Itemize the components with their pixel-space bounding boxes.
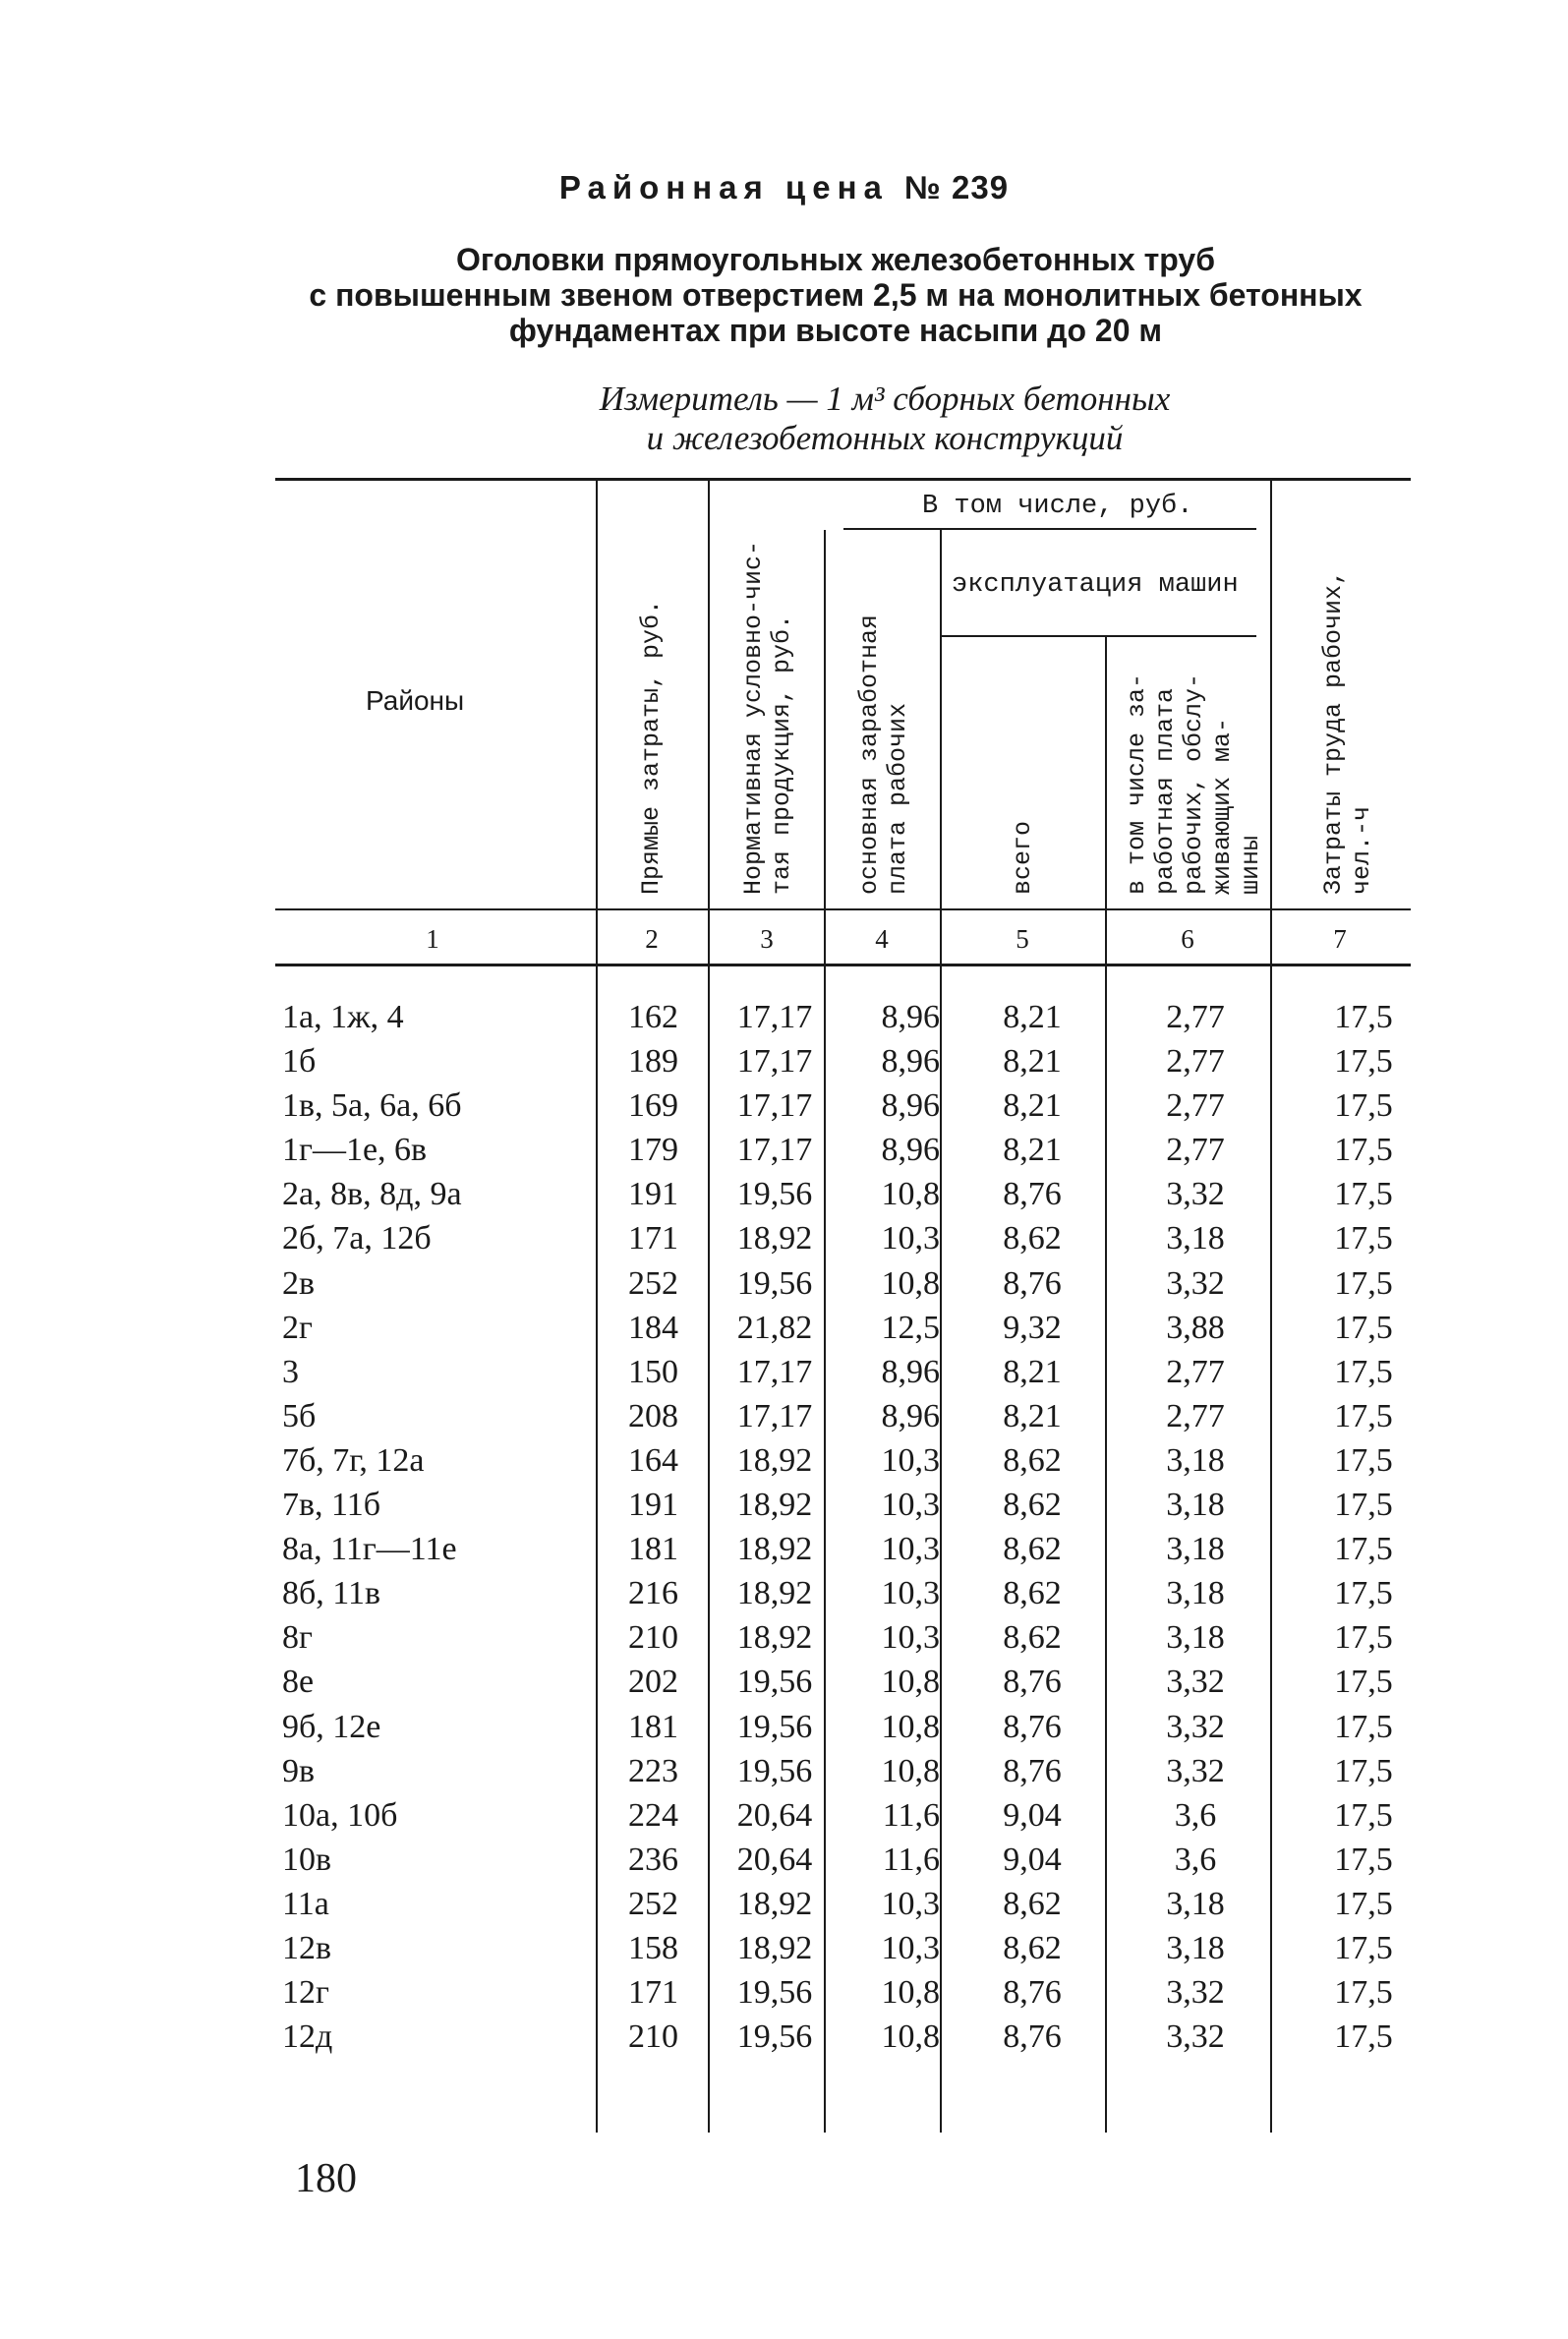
cell-machines-wages: 3,18 bbox=[1166, 1929, 1225, 1966]
cell-region: 1в, 5а, 6а, 6б bbox=[282, 1087, 462, 1125]
cell-direct-costs: 252 bbox=[628, 1264, 678, 1302]
table-row bbox=[0, 1838, 1568, 1882]
cell-region: 2а, 8в, 8д, 9а bbox=[282, 1176, 462, 1213]
cell-labor: 17,5 bbox=[1334, 1531, 1393, 1568]
cell-labor: 17,5 bbox=[1334, 1220, 1393, 1257]
table-row bbox=[0, 1615, 1568, 1660]
cell-wages: 11,6 bbox=[882, 1796, 940, 1834]
cell-labor: 17,5 bbox=[1334, 1309, 1393, 1346]
cell-machines-total: 8,62 bbox=[1003, 1531, 1062, 1568]
cell-machines-wages: 3,32 bbox=[1166, 1664, 1225, 1701]
cell-wages: 10,3 bbox=[881, 1885, 940, 1922]
table-row bbox=[0, 1216, 1568, 1260]
cell-machines-wages: 3,32 bbox=[1166, 1974, 1225, 2012]
cell-labor: 17,5 bbox=[1334, 1176, 1393, 1213]
cell-machines-total: 8,62 bbox=[1003, 1487, 1062, 1524]
cell-machines-wages: 3,18 bbox=[1166, 1619, 1225, 1657]
cell-machines-wages: 3,6 bbox=[1174, 1841, 1217, 1878]
header-labor-line: чел.-ч bbox=[1348, 805, 1376, 895]
cell-wages: 10,8 bbox=[881, 1708, 940, 1745]
cell-direct-costs: 202 bbox=[628, 1664, 678, 1701]
cell-direct-costs: 150 bbox=[628, 1353, 678, 1390]
cell-normative: 18,92 bbox=[736, 1929, 813, 1966]
cell-normative: 18,92 bbox=[736, 1487, 813, 1524]
header-machines-total bbox=[1009, 821, 1037, 895]
measure-line: Измеритель — 1 м³ сборных бетонных bbox=[599, 380, 1171, 418]
measure-line: и железобетонных конструкций bbox=[646, 419, 1124, 457]
cell-machines-wages: 2,77 bbox=[1166, 1397, 1225, 1434]
table-row bbox=[0, 1306, 1568, 1350]
cell-normative: 17,17 bbox=[736, 1353, 813, 1390]
cell-machines-wages: 2,77 bbox=[1166, 1087, 1225, 1125]
cell-machines-wages: 3,88 bbox=[1166, 1309, 1225, 1346]
cell-wages: 10,8 bbox=[881, 2018, 940, 2056]
cell-direct-costs: 164 bbox=[628, 1441, 678, 1479]
column-number: 7 bbox=[1333, 924, 1347, 954]
title-line: Оголовки прямоугольных железобетонных труб bbox=[456, 242, 1215, 277]
group-rule bbox=[843, 528, 1256, 530]
heading-label: Районная цена bbox=[558, 169, 889, 205]
cell-machines-total: 8,21 bbox=[1003, 1087, 1062, 1125]
cell-wages: 10,8 bbox=[881, 1974, 940, 2012]
header-wages-line: основная заработная bbox=[855, 614, 884, 895]
cell-direct-costs: 169 bbox=[628, 1087, 678, 1125]
cell-machines-wages: 3,18 bbox=[1166, 1487, 1225, 1524]
cell-direct-costs: 216 bbox=[628, 1575, 678, 1612]
cell-labor: 17,5 bbox=[1334, 1043, 1393, 1081]
header-direct-costs-text: Прямые затраты, руб. bbox=[637, 599, 666, 895]
cell-normative: 19,56 bbox=[736, 1708, 813, 1745]
cell-region: 11а bbox=[282, 1885, 329, 1922]
column-number: 1 bbox=[426, 924, 439, 954]
cell-region: 1б bbox=[282, 1043, 317, 1081]
cell-direct-costs: 252 bbox=[628, 1885, 678, 1922]
cell-machines-total: 8,21 bbox=[1003, 1353, 1062, 1390]
cell-normative: 17,17 bbox=[736, 1132, 813, 1169]
cell-machines-wages: 3,32 bbox=[1166, 1176, 1225, 1213]
cell-wages: 8,96 bbox=[881, 1397, 940, 1434]
cell-region: 10в bbox=[282, 1841, 332, 1878]
cell-region: 12г bbox=[282, 1974, 329, 2012]
cell-region: 8е bbox=[282, 1664, 315, 1701]
cell-normative: 21,82 bbox=[736, 1309, 813, 1346]
table-top-rule bbox=[275, 478, 1411, 481]
header-labor bbox=[1319, 570, 1376, 895]
cell-wages: 10,3 bbox=[881, 1487, 940, 1524]
table-row bbox=[0, 1039, 1568, 1083]
cell-labor: 17,5 bbox=[1334, 1708, 1393, 1745]
cell-machines-total: 8,62 bbox=[1003, 1929, 1062, 1966]
cell-labor: 17,5 bbox=[1334, 2018, 1393, 2056]
table-row bbox=[0, 1394, 1568, 1438]
cell-machines-wages: 3,18 bbox=[1166, 1441, 1225, 1479]
cell-machines-total: 8,76 bbox=[1003, 1974, 1062, 2012]
cell-labor: 17,5 bbox=[1334, 1752, 1393, 1789]
cell-region: 10а, 10б bbox=[282, 1796, 398, 1834]
cell-machines-wages: 3,32 bbox=[1166, 2018, 1225, 2056]
header-machines-total-text: всего bbox=[1009, 820, 1037, 895]
cell-labor: 17,5 bbox=[1334, 1132, 1393, 1169]
cell-machines-wages: 2,77 bbox=[1166, 999, 1225, 1035]
cell-wages: 8,96 bbox=[881, 999, 940, 1035]
machines-rule bbox=[942, 635, 1256, 637]
cell-machines-wages: 2,77 bbox=[1166, 1353, 1225, 1390]
cell-machines-total: 8,62 bbox=[1003, 1885, 1062, 1922]
table-row bbox=[0, 1749, 1568, 1793]
cell-direct-costs: 223 bbox=[628, 1752, 678, 1789]
cell-region: 12в bbox=[282, 1929, 332, 1966]
table-row bbox=[0, 1660, 1568, 1704]
cell-direct-costs: 171 bbox=[628, 1220, 678, 1257]
cell-wages: 10,3 bbox=[881, 1220, 940, 1257]
cell-wages: 10,8 bbox=[881, 1264, 940, 1302]
cell-labor: 17,5 bbox=[1334, 999, 1393, 1035]
cell-wages: 10,3 bbox=[881, 1531, 940, 1568]
page-number: 180 bbox=[295, 2156, 357, 2201]
header-labor-line: Затраты труда рабочих, bbox=[1319, 569, 1348, 895]
cell-machines-total: 8,76 bbox=[1003, 2018, 1062, 2056]
cell-direct-costs: 210 bbox=[628, 1619, 678, 1657]
header-regions: Районы bbox=[366, 685, 465, 716]
cell-machines-wages: 3,18 bbox=[1166, 1575, 1225, 1612]
cell-direct-costs: 189 bbox=[628, 1043, 678, 1081]
cell-machines-wages: 3,18 bbox=[1166, 1220, 1225, 1257]
cell-region: 2г bbox=[282, 1309, 313, 1346]
column-number: 4 bbox=[875, 924, 889, 954]
cell-labor: 17,5 bbox=[1334, 1264, 1393, 1302]
cell-wages: 8,96 bbox=[881, 1043, 940, 1081]
cell-normative: 19,56 bbox=[736, 1176, 813, 1213]
cell-labor: 17,5 bbox=[1334, 1929, 1393, 1966]
cell-labor: 17,5 bbox=[1334, 1397, 1393, 1434]
cell-machines-total: 8,62 bbox=[1003, 1220, 1062, 1257]
cell-direct-costs: 179 bbox=[628, 1132, 678, 1169]
cell-normative: 17,17 bbox=[736, 1043, 813, 1081]
price-heading bbox=[0, 169, 1568, 206]
cell-machines-wages: 3,32 bbox=[1166, 1708, 1225, 1745]
cell-machines-total: 8,76 bbox=[1003, 1708, 1062, 1745]
header-machines-wages-line: в том числе за- bbox=[1123, 672, 1151, 895]
cell-normative: 20,64 bbox=[736, 1796, 813, 1834]
cell-region: 7б, 7г, 12а bbox=[282, 1441, 425, 1479]
cell-region: 3 bbox=[282, 1353, 299, 1390]
cell-machines-total: 9,32 bbox=[1003, 1309, 1062, 1346]
cell-normative: 19,56 bbox=[736, 1264, 813, 1302]
cell-labor: 17,5 bbox=[1334, 1885, 1393, 1922]
cell-normative: 20,64 bbox=[736, 1841, 813, 1878]
cell-direct-costs: 191 bbox=[628, 1176, 678, 1213]
cell-region: 1г—1е, 6в bbox=[282, 1132, 428, 1169]
cell-machines-wages: 3,6 bbox=[1174, 1796, 1217, 1834]
cell-machines-wages: 2,77 bbox=[1166, 1043, 1225, 1081]
cell-machines-wages: 3,18 bbox=[1166, 1885, 1225, 1922]
cell-region: 2б, 7а, 12б bbox=[282, 1220, 432, 1257]
cell-wages: 8,96 bbox=[881, 1353, 940, 1390]
cell-machines-total: 8,21 bbox=[1003, 1397, 1062, 1434]
cell-wages: 10,8 bbox=[881, 1176, 940, 1213]
cell-region: 2в bbox=[282, 1264, 316, 1302]
cell-direct-costs: 224 bbox=[628, 1796, 678, 1834]
header-machines-wages-line: рабочих, обслу- bbox=[1180, 672, 1208, 895]
cell-machines-total: 8,21 bbox=[1003, 1132, 1062, 1169]
header-wages bbox=[855, 614, 912, 895]
cell-normative: 18,92 bbox=[736, 1220, 813, 1257]
column-number: 5 bbox=[1016, 924, 1029, 954]
cell-direct-costs: 162 bbox=[628, 999, 678, 1035]
cell-normative: 19,56 bbox=[736, 2018, 813, 2056]
cell-machines-wages: 3,32 bbox=[1166, 1264, 1225, 1302]
cell-machines-total: 8,21 bbox=[1003, 1043, 1062, 1081]
cell-direct-costs: 181 bbox=[628, 1708, 678, 1745]
header-group-label: В том числе, руб. bbox=[922, 492, 1193, 521]
cell-direct-costs: 181 bbox=[628, 1531, 678, 1568]
cell-labor: 17,5 bbox=[1334, 1441, 1393, 1479]
cell-direct-costs: 158 bbox=[628, 1929, 678, 1966]
table-row bbox=[0, 1527, 1568, 1571]
cell-machines-wages: 3,18 bbox=[1166, 1531, 1225, 1568]
table-row bbox=[0, 1483, 1568, 1527]
cell-normative: 18,92 bbox=[736, 1619, 813, 1657]
header-machines-wages bbox=[1123, 673, 1265, 895]
cell-labor: 17,5 bbox=[1334, 1575, 1393, 1612]
cell-labor: 17,5 bbox=[1334, 1664, 1393, 1701]
cell-machines-wages: 2,77 bbox=[1166, 1132, 1225, 1169]
table-row bbox=[0, 1926, 1568, 1970]
cell-machines-total: 8,76 bbox=[1003, 1264, 1062, 1302]
column-number: 3 bbox=[760, 924, 774, 954]
header-normative bbox=[739, 541, 796, 895]
cell-normative: 18,92 bbox=[736, 1441, 813, 1479]
cell-machines-total: 8,76 bbox=[1003, 1664, 1062, 1701]
heading-number: № 239 bbox=[904, 169, 1010, 205]
cell-labor: 17,5 bbox=[1334, 1353, 1393, 1390]
cell-region: 8г bbox=[282, 1619, 313, 1657]
cell-normative: 18,92 bbox=[736, 1885, 813, 1922]
header-direct-costs bbox=[637, 600, 666, 895]
table-row bbox=[0, 2015, 1568, 2059]
cell-normative: 18,92 bbox=[736, 1531, 813, 1568]
cell-direct-costs: 208 bbox=[628, 1397, 678, 1434]
table-row bbox=[0, 1261, 1568, 1306]
table-row bbox=[0, 1350, 1568, 1394]
table-row bbox=[0, 1172, 1568, 1216]
title-line: с повышенным звеном отверстием 2,5 м на монолитных бетонных bbox=[309, 277, 1363, 313]
column-number: 6 bbox=[1181, 924, 1194, 954]
cell-machines-total: 8,62 bbox=[1003, 1575, 1062, 1612]
cell-wages: 10,8 bbox=[881, 1752, 940, 1789]
table-row bbox=[0, 1793, 1568, 1838]
cell-labor: 17,5 bbox=[1334, 1796, 1393, 1834]
header-wages-line: плата рабочих bbox=[884, 702, 912, 895]
table-row bbox=[0, 1438, 1568, 1483]
table-row bbox=[0, 995, 1568, 1039]
cell-region: 8а, 11г—11е bbox=[282, 1531, 457, 1568]
cell-wages: 11,6 bbox=[882, 1841, 940, 1878]
cell-wages: 10,3 bbox=[881, 1619, 940, 1657]
table-row bbox=[0, 1970, 1568, 2015]
header-bottom-rule bbox=[275, 908, 1411, 910]
cell-machines-wages: 3,32 bbox=[1166, 1752, 1225, 1789]
cell-direct-costs: 210 bbox=[628, 2018, 678, 2056]
cell-region: 9в bbox=[282, 1752, 316, 1789]
colnum-bottom-rule bbox=[275, 964, 1411, 966]
cell-machines-total: 8,21 bbox=[1003, 999, 1062, 1035]
table-body bbox=[0, 995, 1568, 2059]
cell-wages: 10,8 bbox=[881, 1664, 940, 1701]
cell-machines-total: 8,76 bbox=[1003, 1176, 1062, 1213]
cell-labor: 17,5 bbox=[1334, 1087, 1393, 1125]
cell-wages: 12,5 bbox=[881, 1309, 940, 1346]
cell-direct-costs: 236 bbox=[628, 1841, 678, 1878]
header-machines-wages-line: шины bbox=[1237, 835, 1265, 895]
cell-wages: 8,96 bbox=[881, 1132, 940, 1169]
table-row bbox=[0, 1083, 1568, 1128]
cell-region: 7в, 11б bbox=[282, 1487, 381, 1524]
cell-region: 8б, 11в bbox=[282, 1575, 381, 1612]
measure-unit bbox=[393, 380, 1376, 458]
cell-labor: 17,5 bbox=[1334, 1487, 1393, 1524]
cell-normative: 17,17 bbox=[736, 999, 813, 1035]
cell-wages: 10,3 bbox=[881, 1929, 940, 1966]
header-machines-wages-line: живающих ма- bbox=[1208, 717, 1237, 895]
cell-direct-costs: 184 bbox=[628, 1309, 678, 1346]
document-title bbox=[246, 242, 1425, 348]
cell-region: 1а, 1ж, 4 bbox=[282, 999, 404, 1035]
cell-direct-costs: 171 bbox=[628, 1974, 678, 2012]
cell-machines-total: 8,62 bbox=[1003, 1441, 1062, 1479]
cell-region: 9б, 12е bbox=[282, 1708, 381, 1745]
cell-machines-total: 9,04 bbox=[1003, 1796, 1062, 1834]
cell-normative: 17,17 bbox=[736, 1087, 813, 1125]
cell-normative: 19,56 bbox=[736, 1664, 813, 1701]
cell-labor: 17,5 bbox=[1334, 1619, 1393, 1657]
table-row bbox=[0, 1882, 1568, 1926]
cell-wages: 10,3 bbox=[881, 1441, 940, 1479]
cell-region: 5б bbox=[282, 1397, 317, 1434]
cell-normative: 17,17 bbox=[736, 1397, 813, 1434]
cell-normative: 19,56 bbox=[736, 1752, 813, 1789]
cell-machines-total: 8,62 bbox=[1003, 1619, 1062, 1657]
table-row bbox=[0, 1571, 1568, 1615]
cell-wages: 10,3 bbox=[881, 1575, 940, 1612]
column-number: 2 bbox=[645, 924, 659, 954]
cell-normative: 19,56 bbox=[736, 1974, 813, 2012]
cell-labor: 17,5 bbox=[1334, 1974, 1393, 2012]
cell-wages: 8,96 bbox=[881, 1087, 940, 1125]
cell-machines-total: 8,76 bbox=[1003, 1752, 1062, 1789]
title-line: фундаментах при высоте насыпи до 20 м bbox=[508, 313, 1163, 348]
table-row bbox=[0, 1705, 1568, 1749]
cell-region: 12д bbox=[282, 2018, 333, 2056]
cell-machines-total: 9,04 bbox=[1003, 1841, 1062, 1878]
cell-direct-costs: 191 bbox=[628, 1487, 678, 1524]
header-normative-line: тая продукция, руб. bbox=[768, 614, 796, 895]
cell-labor: 17,5 bbox=[1334, 1841, 1393, 1878]
cell-normative: 18,92 bbox=[736, 1575, 813, 1612]
header-normative-line: Нормативная условно-чис- bbox=[739, 540, 768, 895]
header-machines-label: эксплуатация машин bbox=[952, 570, 1239, 600]
header-machines-wages-line: работная плата bbox=[1151, 687, 1180, 895]
table-row bbox=[0, 1128, 1568, 1172]
